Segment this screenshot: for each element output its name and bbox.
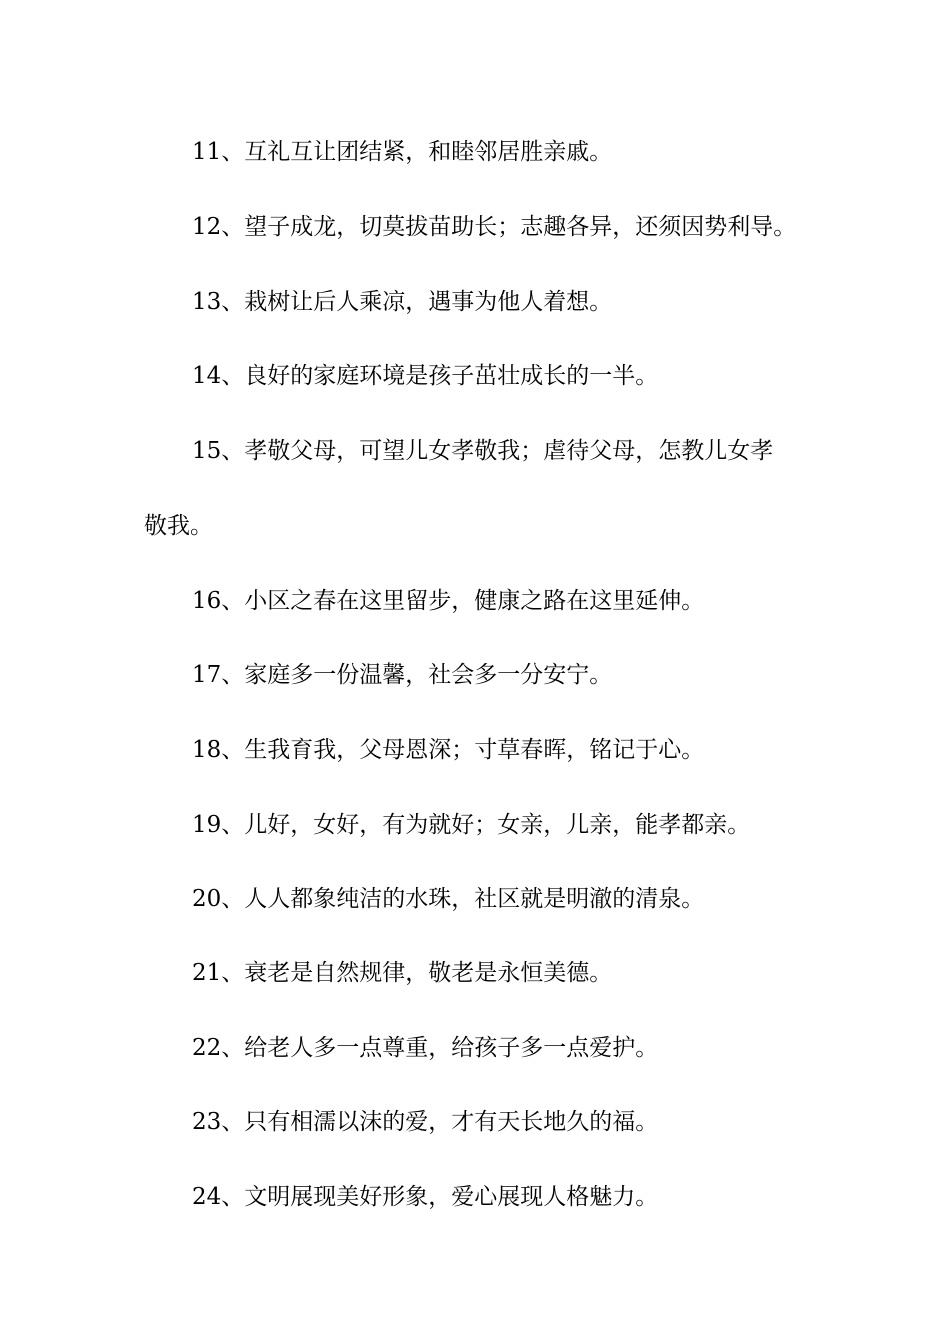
slogan-line-24: 24、文明展现美好形象，爱心展现人格魅力。 bbox=[192, 1184, 659, 1210]
slogan-line-13: 13、栽树让后人乘凉，遇事为他人着想。 bbox=[192, 289, 613, 315]
slogan-line-21: 21、衰老是自然规律，敬老是永恒美德。 bbox=[192, 960, 613, 986]
slogan-line-16: 16、小区之春在这里留步，健康之路在这里延伸。 bbox=[192, 588, 705, 614]
slogan-line-14: 14、良好的家庭环境是孩子茁壮成长的一半。 bbox=[192, 363, 659, 389]
slogan-line-22: 22、给老人多一点尊重，给孩子多一点爱护。 bbox=[192, 1035, 659, 1061]
slogan-line-19: 19、儿好，女好，有为就好；女亲，儿亲，能孝都亲。 bbox=[192, 812, 751, 838]
slogan-line-15-continuation: 敬我。 bbox=[144, 513, 213, 539]
slogan-line-12: 12、望子成龙，切莫拔苗助长；志趣各异，还须因势利导。 bbox=[192, 214, 797, 240]
slogan-line-20: 20、人人都象纯洁的水珠，社区就是明澈的清泉。 bbox=[192, 886, 705, 912]
slogan-line-23: 23、只有相濡以沫的爱，才有天长地久的福。 bbox=[192, 1109, 659, 1135]
slogan-line-11: 11、互礼互让团结紧，和睦邻居胜亲戚。 bbox=[192, 139, 613, 165]
slogan-line-17: 17、家庭多一份温馨，社会多一分安宁。 bbox=[192, 662, 613, 688]
slogan-line-18: 18、生我育我，父母恩深；寸草春晖，铭记于心。 bbox=[192, 737, 705, 763]
slogan-line-15: 15、孝敬父母，可望儿女孝敬我；虐待父母，怎教儿女孝 bbox=[192, 438, 774, 464]
